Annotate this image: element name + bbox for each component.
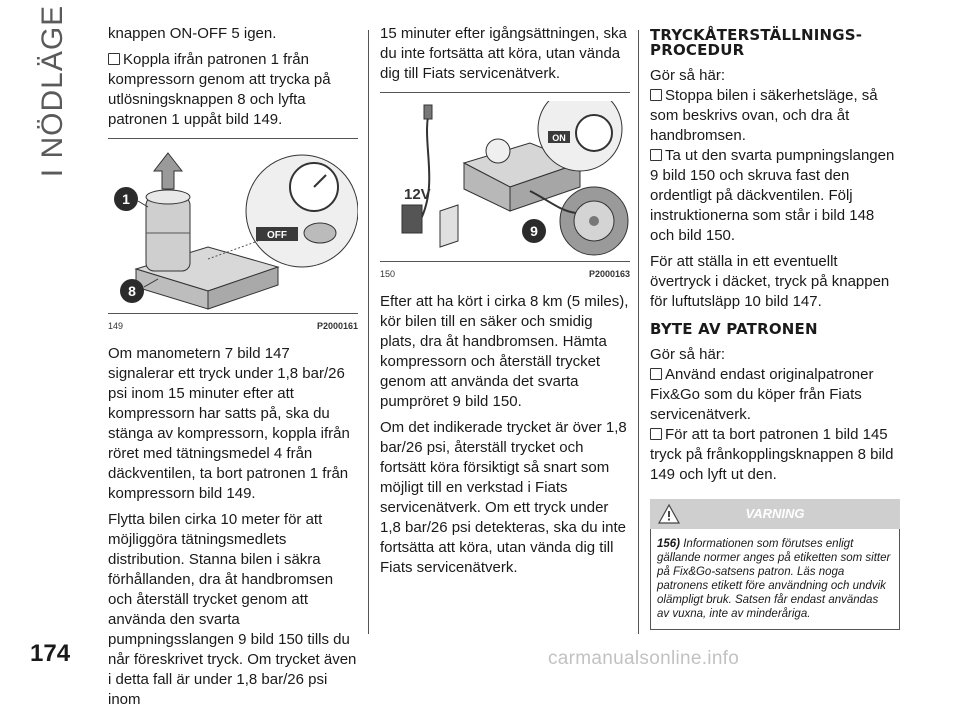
column-2 xyxy=(380,24,630,584)
column-divider-2 xyxy=(638,30,639,634)
bullet-paragraph xyxy=(650,425,900,485)
bullet-paragraph xyxy=(650,365,900,425)
page-number: 174 xyxy=(30,640,71,667)
bullet-box-icon xyxy=(650,149,662,161)
figure-150 xyxy=(380,101,630,259)
bullet-text: För att ta bort patronen 1 bild 145 tryck på frånkopplingsknappen 8 bild 149 och lyft ut den. xyxy=(650,426,894,483)
warning-body xyxy=(650,529,900,630)
paragraph: Om det indikerade trycket är över 1,8 bar/26 psi, återställ trycket och fortsätt köra försiktigt så snart som möjligt till en verkstad i Fiats servicenätverk. Om ett tryck under 1,8 bar/26 psi detekteras, ska du inte fortsätta att köra, utan vända dig till Fiats servicenätverk. xyxy=(380,419,627,576)
bullet-box-icon xyxy=(650,368,662,380)
figure-rule xyxy=(380,92,630,93)
warning-number: 156) xyxy=(657,538,681,550)
compressor-cartridge-illustration xyxy=(108,149,358,311)
paragraph-lead: knappen ON-OFF 5 igen. xyxy=(108,25,277,42)
warning-text: Informationen som förutses enligt gällande normer anges på etiketten som sitter på Fix&Go-satsens patron. Läs noga patronens etikett före användning och undvik olämpligt bruk. Satsen får endast användas av vuxna, inte av minderåriga. xyxy=(657,538,891,620)
section-heading: BYTE AV PATRONEN xyxy=(650,320,818,338)
paragraph: För att ställa in ett eventuellt övertryck i däcket, tryck på knappen för luftutsläpp 10 bild 147. xyxy=(650,253,890,310)
paragraph: 15 minuter efter igångsättningen, ska du inte fortsätta att köra, utan vända dig till Fiats servicenätverk. xyxy=(380,25,627,82)
warning-triangle-icon xyxy=(658,504,680,524)
column-divider-1 xyxy=(368,30,369,634)
figure-caption-rule xyxy=(108,313,358,314)
column-1 xyxy=(108,24,358,716)
bullet-paragraph xyxy=(650,86,900,146)
figure-rule xyxy=(108,138,358,139)
bullet-text: Stoppa bilen i säkerhetsläge, så som beskrivs ovan, och dra åt handbromsen. xyxy=(650,87,878,144)
chapter-title: I NÖDLÄGE xyxy=(36,4,69,178)
bullet-paragraph xyxy=(108,50,358,130)
figure-149-caption xyxy=(108,316,358,336)
bullet-box-icon xyxy=(650,89,662,101)
warning-title: VARNING xyxy=(745,506,805,521)
figure-number: 150 xyxy=(380,269,396,279)
paragraph: Flytta bilen cirka 10 meter för att möjliggöra tätningsmedlets distribution. Stanna bilen i säkra förhållanden, dra åt handbromsen och återställ trycket genom att använda den svarta pumpningsslangen 9 bild 150 tills du når föreskrivet tryck. Om trycket även i detta fall är under 1,8 bar/26 psi inom xyxy=(108,511,357,708)
figure-code: P2000163 xyxy=(588,269,630,279)
bullet-box-icon xyxy=(108,53,120,65)
bullet-text: Ta ut den svarta pumpningslangen 9 bild 150 och skruva fast den ordentligt på däckventilen. Följ instruktionerna som står i bild 148 och bild 150. xyxy=(650,147,895,244)
callout-8: 8 xyxy=(128,283,136,299)
watermark: carmanualsonline.info xyxy=(548,648,740,669)
bullet-text: Använd endast originalpatroner Fix&Go som du köper från Fiats servicenätverk. xyxy=(650,366,874,423)
on-label: ON xyxy=(552,133,566,143)
chapter-side-tab xyxy=(28,4,78,178)
figure-code: P2000161 xyxy=(316,321,358,331)
figure-number: 149 xyxy=(108,321,124,331)
figure-150-caption xyxy=(380,264,630,284)
bullet-box-icon xyxy=(650,428,662,440)
figure-caption-rule xyxy=(380,261,630,262)
compressor-hose-illustration xyxy=(380,101,630,259)
paragraph: Efter att ha kört i cirka 8 km (5 miles), kör bilen till en säker och smidig plats, dra åt handbromsen. Hämta kompressorn och återställ trycket genom att använda det svarta pumpröret 9 bild 150. xyxy=(380,293,629,410)
callout-1: 1 xyxy=(122,191,130,207)
warning-header xyxy=(650,499,900,529)
intro-text: Gör så här: xyxy=(650,67,726,84)
callout-9: 9 xyxy=(530,223,538,239)
figure-149 xyxy=(108,149,358,311)
bullet-text: Koppla ifrån patronen 1 från kompressorn genom att trycka på utlösningsknappen 8 och lyfta patronen 1 uppåt bild 149. xyxy=(108,51,331,128)
intro-text: Gör så här: xyxy=(650,346,726,363)
bullet-paragraph xyxy=(650,146,900,246)
paragraph: Om manometern 7 bild 147 signalerar ett tryck under 1,8 bar/26 psi inom 15 minuter efter att kompressorn har satts på, ska du stänga av kompressorn, koppla ifrån röret med tätningsmedel 4 från däckventilen, ta bort patronen 1 från kompressorn bild 149. xyxy=(108,345,350,502)
section-heading: TRYCKÅTERSTÄLLNINGS-PROCEDUR xyxy=(650,26,863,59)
12v-label: 12V xyxy=(404,186,431,203)
off-label: OFF xyxy=(267,230,287,241)
column-3 xyxy=(650,24,900,630)
